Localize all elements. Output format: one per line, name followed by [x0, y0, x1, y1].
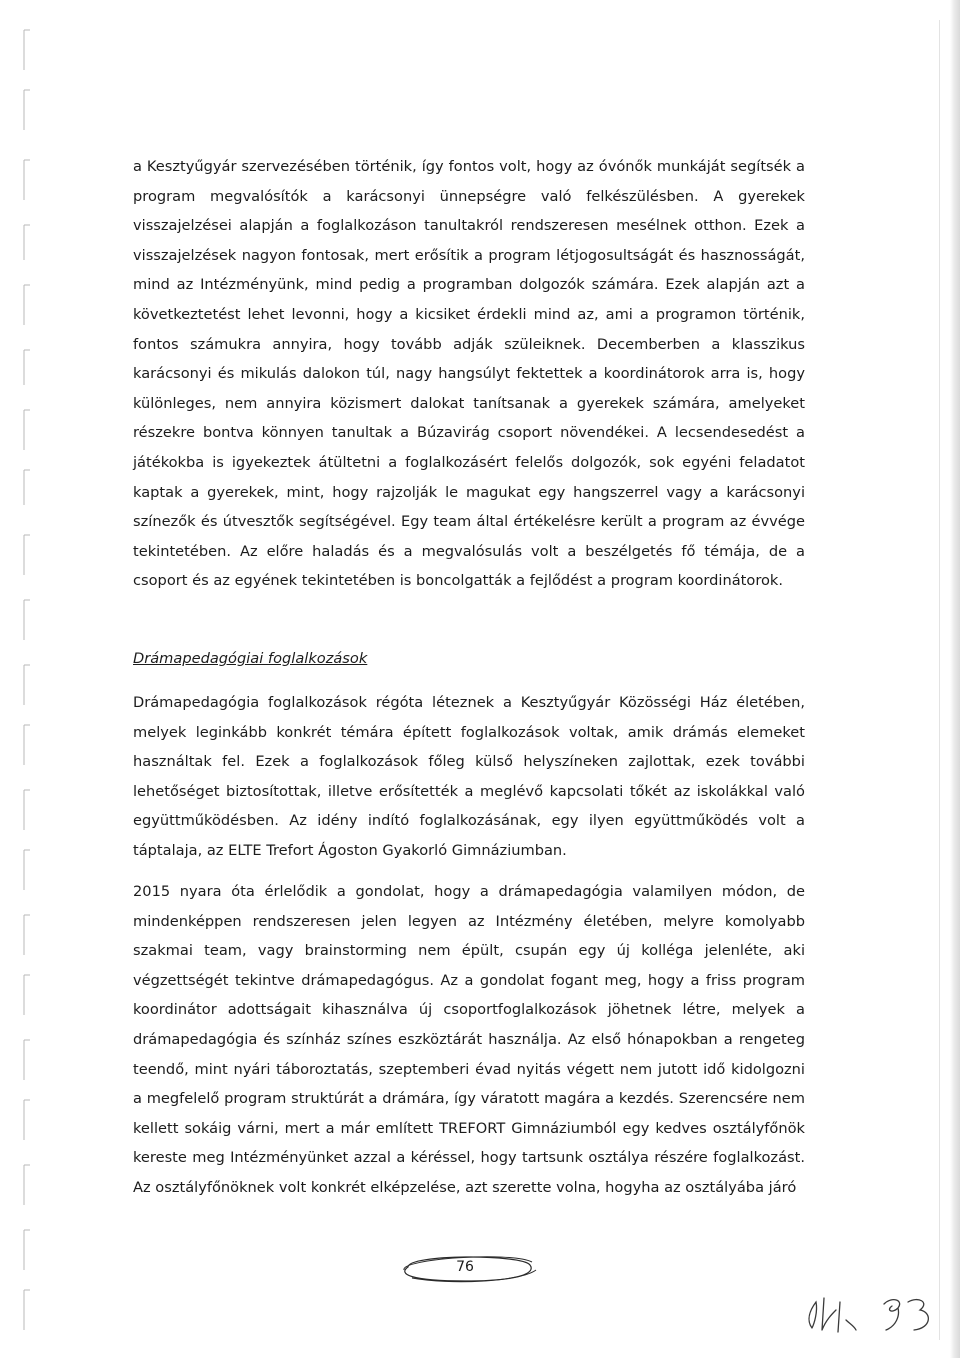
handwritten-archive-mark [800, 1290, 940, 1338]
page-number-badge [390, 1248, 540, 1286]
scan-edge-line [939, 20, 940, 1340]
binder-hole-marks [18, 0, 42, 1358]
body-paragraph-3: 2015 nyara óta érlelődik a gondolat, hogy a drámapedagógia valamilyen módon, de mindenképpen rendszeresen jelen legyen az Intézmény életében, melyre komolyabb szakmai team, vagy brainstorming nem épült, csupán egy új kolléga jelenléte, aki végzettségét tekintve drámapedagógus. Az a gondolat fogant meg, hogy a friss program koordinátor adottságait kihasználva új csoportfoglalkozások jöhetnek létre, melyek a drámapedagógia és színház színes eszköztárát használja. Az első hónapokban a rengeteg teendő, mint nyári táboroztatás, szeptemberi évad nyitás végett nem jutott idő kidolgozni a megfelelő program struktúrát a drámára, így váratott magára a kezdés. Szerencsére nem kellett sokáig várni, mert a már említett TREFORT Gimnáziumból egy kedves osztályfőnök kereste meg Intézményünket azzal a kéréssel, hogy tartsunk osztálya részére foglalkozást. Az osztályfőnöknek volt konkrét elképzelése, azt szerette volna, hogyha az osztályába járó [133, 883, 805, 1196]
body-paragraph-1: a Kesztyűgyár szervezésében történik, így fontos volt, hogy az óvónők munkáját segítsék a program megvalósítók a karácsonyi ünnepségre való felkészülésben. A gyerekek visszajelzései alapján a foglalkozáson tanultakról rendszeresen mesélnek otthon. Ezek a visszajelzések nagyon fontosak, mert erősítik a program létjogosultságát és hasznosságát, mind az Intézményünk, mind pedig a programban dolgozók számára. Ezek alapján azt a következtetést lehet levonni, hogy a kicsiket érdekli mind az, ami a programon történik, fontos számukra annyira, hogy tovább adják szüleiknek. Decemberben a klasszikus karácsonyi és mikulás dalokon túl, nagy hangsúlyt fektettek a koordinátorok arra is, hogy különleges, nem annyira közismert dalokat tanítsanak a gyerekek számára, amelyeket részekre bontva könnyen tanultak a Búzavirág csoport növendékei. A lecsendesedést a játékokba is igyekeztek átültetni a foglalkozásért felelős dolgozók, sok egyéni feladatot kaptak a gyerekek, mint, hogy rajzolják le magukat egy hangszerrel vagy a karácsonyi színezők és útvesztők segítségével. Egy team által értékelésre került a program az évvége tekintetében. Az előre haladás és a megvalósulás volt a beszélgetés fő témája, de a csoport és az egyének tekintetében is boncolgatták a fejlődést a program koordinátorok. [133, 158, 805, 590]
scan-edge-shadow [950, 0, 960, 1358]
body-paragraph-2: Drámapedagógia foglalkozások régóta léteznek a Kesztyűgyár Közösségi Ház életében, melyek leginkább konkrét témára épített foglalkozások voltak, amik drámás elemeket használtak fel. Ezek a foglalkozások főleg külső helyszíneken zajlottak, ezek további lehetőséget biztosítottak, illetve erősítették a meglévő kapcsolati tőkét az iskolákkal való együttműködésben. Az idény indító foglalkozásának, egy ilyen együttműködés volt a táptalaja, az ELTE Trefort Ágoston Gyakorló Gimnáziumban. [133, 694, 805, 859]
section-heading: Drámapedagógiai foglalkozások [133, 650, 368, 667]
page-number: 76 [456, 1259, 474, 1275]
